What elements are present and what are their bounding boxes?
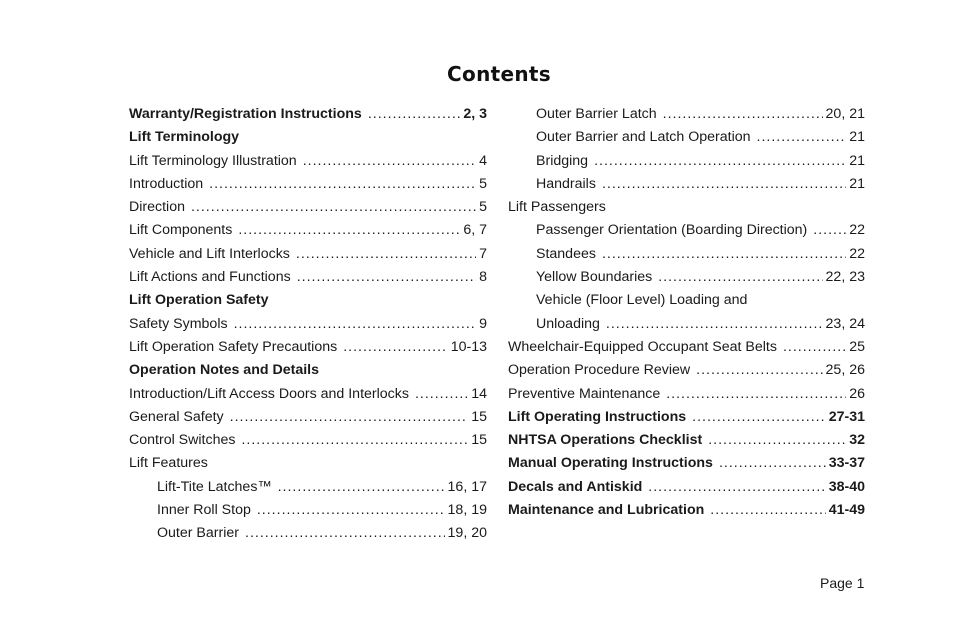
toc-entry-title: Warranty/Registration Instructions — [129, 106, 362, 122]
toc-dot-leader — [708, 429, 846, 452]
toc-entry-title: Introduction — [129, 175, 204, 192]
toc-dot-leader — [209, 173, 476, 196]
toc-entry-title: Vehicle (Floor Level) Loading and — [536, 292, 748, 309]
toc-left-column — [129, 103, 487, 546]
toc-entry — [508, 243, 865, 266]
toc-entry-title: Outer Barrier — [157, 525, 239, 542]
toc-entry-page: 5 — [479, 199, 487, 216]
toc-entry-page: 14 — [471, 385, 487, 402]
toc-dot-leader — [257, 499, 445, 522]
toc-dot-leader — [602, 173, 846, 196]
toc-entry — [508, 313, 865, 336]
toc-entry-page: 27-31 — [828, 408, 865, 425]
toc-entry — [508, 103, 865, 126]
toc-entry — [508, 429, 865, 452]
toc-entry — [129, 196, 487, 219]
toc-entry-title: Lift Operation Safety — [129, 292, 269, 309]
toc-entry-title: Safety Symbols — [129, 315, 228, 332]
toc-entry-page: 23, 24 — [825, 315, 865, 332]
toc-entry-page: 38-40 — [828, 478, 865, 495]
toc-entry — [129, 406, 487, 429]
toc-entry-title: Lift Components — [129, 222, 233, 239]
toc-entry — [129, 266, 487, 289]
toc-entry-title: Manual Operating Instructions — [508, 455, 713, 472]
toc-entry — [129, 336, 487, 359]
toc-entry-title: Maintenance and Lubrication — [508, 502, 705, 519]
toc-entry-page: 15 — [471, 432, 487, 449]
toc-entry-page: 33-37 — [828, 455, 865, 472]
toc-entry-title: Lift Terminology Illustration — [129, 152, 297, 169]
toc-entry — [129, 476, 487, 499]
toc-entry — [129, 499, 487, 522]
page-title: Contents — [447, 62, 551, 86]
toc-entry-page: 2, 3 — [463, 106, 487, 122]
toc-entry-page: 4 — [479, 152, 487, 169]
toc-entry-title: Outer Barrier Latch — [536, 106, 657, 122]
toc-entry-title: Standees — [536, 245, 596, 262]
toc-entry-title: Operation Procedure Review — [508, 362, 691, 379]
toc-dot-leader — [594, 150, 846, 173]
toc-entry-page: 16, 17 — [447, 478, 487, 495]
toc-dot-leader — [692, 406, 826, 429]
toc-entry-page: 10-13 — [450, 338, 487, 355]
toc-entry — [508, 289, 865, 312]
toc-entry-page: 5 — [479, 175, 487, 192]
toc-entry-page: 25 — [849, 338, 865, 355]
toc-entry-page: 21 — [849, 129, 865, 146]
toc-entry — [129, 289, 487, 312]
toc-entry — [508, 452, 865, 475]
toc-entry-title: Inner Roll Stop — [157, 502, 251, 519]
toc-entry-page: 41-49 — [828, 502, 865, 519]
toc-dot-leader — [415, 383, 468, 406]
toc-dot-leader — [648, 476, 825, 499]
toc-entry — [129, 522, 487, 545]
toc-dot-leader — [343, 336, 448, 359]
toc-dot-leader — [757, 126, 847, 149]
toc-dot-leader — [663, 103, 823, 126]
toc-entry — [508, 383, 865, 406]
toc-entry-title: Lift Actions and Functions — [129, 269, 291, 286]
toc-entry-title: Introduction/Lift Access Doors and Interlocks — [129, 385, 409, 402]
toc-entry-page: 21 — [849, 152, 865, 169]
toc-dot-leader — [241, 429, 468, 452]
toc-entry — [508, 336, 865, 359]
toc-dot-leader — [245, 522, 445, 545]
toc-entry-title: NHTSA Operations Checklist — [508, 432, 703, 449]
toc-entry — [508, 266, 865, 289]
toc-dot-leader — [666, 383, 846, 406]
toc-entry-title: Operation Notes and Details — [129, 362, 319, 379]
toc-entry-title: Control Switches — [129, 432, 236, 449]
toc-dot-leader — [658, 266, 822, 289]
toc-entry — [508, 406, 865, 429]
toc-entry-title: Yellow Boundaries — [536, 269, 653, 286]
toc-right-column — [508, 103, 865, 522]
toc-dot-leader — [303, 150, 476, 173]
toc-entry — [508, 126, 865, 149]
toc-entry — [508, 196, 865, 219]
toc-entry — [508, 173, 865, 196]
toc-entry — [129, 313, 487, 336]
toc-dot-leader — [296, 243, 476, 266]
toc-entry-page: 8 — [479, 269, 487, 286]
toc-entry-page: 22 — [849, 222, 865, 239]
toc-entry-title: Preventive Maintenance — [508, 385, 661, 402]
toc-entry — [508, 359, 865, 382]
toc-entry-page: 9 — [479, 315, 487, 332]
toc-entry-title: Wheelchair-Equipped Occupant Seat Belts — [508, 338, 777, 355]
toc-entry-title: Direction — [129, 199, 185, 216]
toc-entry — [129, 429, 487, 452]
toc-entry-title: Passenger Orientation (Boarding Direction) — [536, 222, 808, 239]
toc-entry-title: Handrails — [536, 175, 596, 192]
toc-dot-leader — [813, 219, 846, 242]
toc-entry-title: Lift Operation Safety Precautions — [129, 338, 338, 355]
toc-dot-leader — [297, 266, 476, 289]
toc-entry — [508, 219, 865, 242]
toc-entry — [129, 243, 487, 266]
toc-entry-title: Bridging — [536, 152, 589, 169]
toc-entry — [129, 126, 487, 149]
toc-entry-page: 18, 19 — [447, 502, 487, 519]
toc-entry-title: Unloading — [536, 315, 600, 332]
toc-entry-page: 25, 26 — [825, 362, 865, 379]
toc-entry-title: Lift-Tite Latches™ — [157, 478, 272, 495]
toc-dot-leader — [238, 219, 460, 242]
toc-entry-title: Lift Features — [129, 455, 208, 472]
toc-entry — [129, 359, 487, 382]
toc-dot-leader — [602, 243, 846, 266]
toc-dot-leader — [606, 313, 823, 336]
toc-entry-page: 26 — [849, 385, 865, 402]
toc-dot-leader — [719, 452, 826, 475]
toc-dot-leader — [368, 103, 461, 126]
toc-dot-leader — [234, 313, 477, 336]
toc-entry-title: Decals and Antiskid — [508, 478, 643, 495]
toc-entry-page: 22 — [849, 245, 865, 262]
toc-entry — [508, 150, 865, 173]
toc-entry — [508, 499, 865, 522]
toc-entry-page: 32 — [849, 432, 865, 449]
toc-entry-title: Lift Passengers — [508, 199, 606, 216]
toc-entry-title: Vehicle and Lift Interlocks — [129, 245, 290, 262]
toc-entry-title: Outer Barrier and Latch Operation — [536, 129, 751, 146]
page-number: Page 1 — [820, 575, 865, 591]
toc-entry-page: 15 — [471, 408, 487, 425]
toc-entry-page: 19, 20 — [447, 525, 487, 542]
toc-dot-leader — [191, 196, 476, 219]
toc-entry-title: Lift Terminology — [129, 129, 240, 146]
toc-dot-leader — [230, 406, 469, 429]
toc-entry — [508, 476, 865, 499]
toc-entry — [129, 452, 487, 475]
toc-entry-title: Lift Operating Instructions — [508, 408, 687, 425]
toc-entry-page: 6, 7 — [463, 222, 487, 239]
toc-entry-page: 22, 23 — [825, 269, 865, 286]
toc-entry-page: 20, 21 — [825, 106, 865, 122]
toc-entry — [129, 103, 487, 126]
toc-entry-page: 7 — [479, 245, 487, 262]
toc-dot-leader — [278, 476, 445, 499]
toc-entry — [129, 173, 487, 196]
toc-dot-leader — [710, 499, 825, 522]
toc-entry-title: General Safety — [129, 408, 224, 425]
toc-dot-leader — [696, 359, 822, 382]
toc-dot-leader — [783, 336, 846, 359]
toc-entry — [129, 219, 487, 242]
toc-entry — [129, 150, 487, 173]
toc-entry-page: 21 — [849, 175, 865, 192]
toc-entry — [129, 383, 487, 406]
